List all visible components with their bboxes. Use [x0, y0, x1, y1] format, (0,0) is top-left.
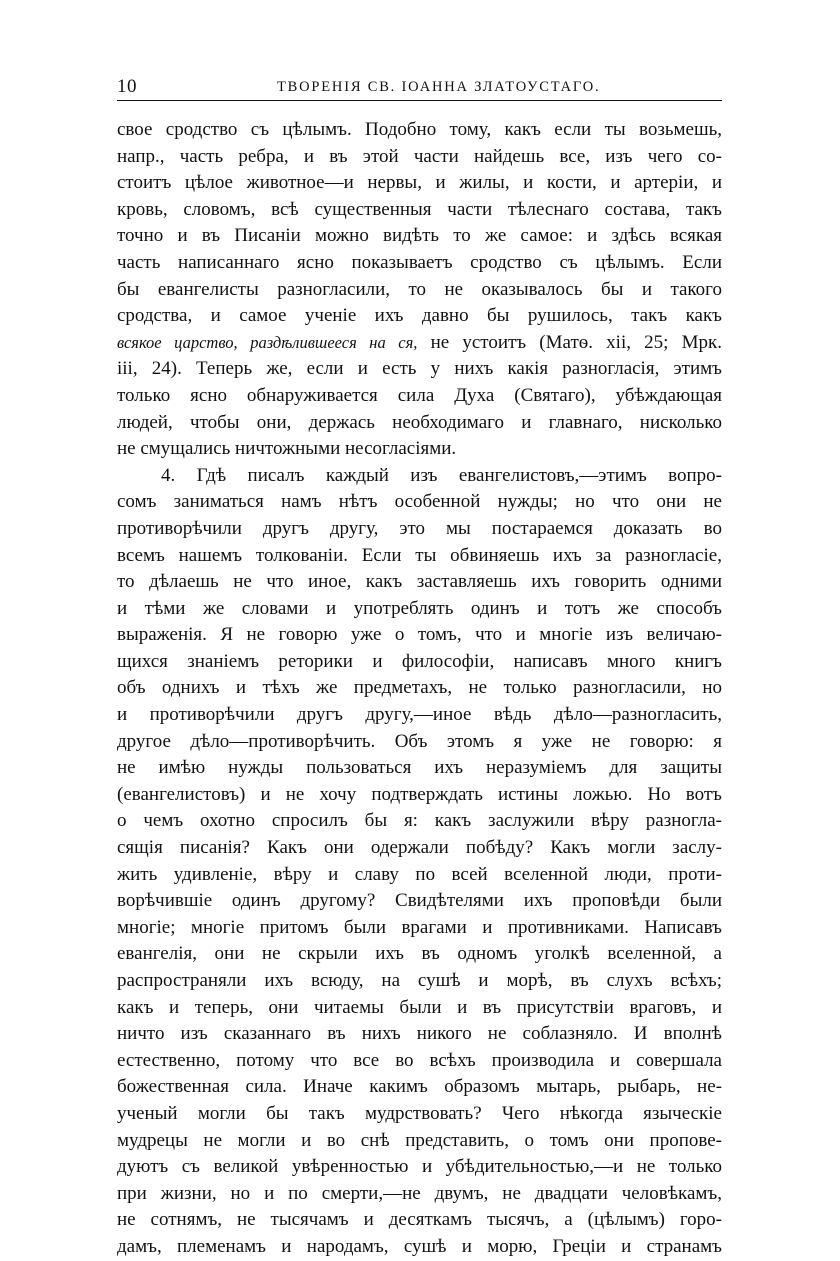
text-line: дамъ, племенамъ и народамъ, сушѣ и морю, Греціи и странамъ: [117, 1235, 722, 1257]
text-line: только ясно обнаруживается сила Духа (Святаго), убѣждающая: [117, 384, 722, 406]
text-line: и противорѣчили другъ другу,—иное вѣдь дѣло—разногласить,: [117, 704, 722, 726]
text-line: ученый могли бы такъ мудрствовать? Чего нѣкогда языческіе: [117, 1102, 722, 1124]
text-line: божественная сила. Иначе какимъ образомъ мытарь, рыбарь, не-: [117, 1076, 722, 1098]
text-line: выраженія. Я не говорю уже о томъ, что и многіе изъ величаю-: [117, 624, 722, 646]
text-line: естественно, потому что все во всѣхъ производила и совершала: [117, 1049, 722, 1071]
text-line: не сотнямъ, не тысячамъ и десяткамъ тысячъ, а (цѣлымъ) горо-: [117, 1209, 722, 1231]
scripture-quote: всякое царство, раздѣлившееся на ся,: [117, 332, 418, 352]
text-line: сродства, и самое ученіе ихъ давно бы рушилось, такъ какъ: [117, 305, 722, 327]
text-line: всемъ нашемъ толкованіи. Если ты обвиняешь ихъ за разногласіе,: [117, 544, 722, 566]
text-line: объ однихъ и тѣхъ же предметахъ, не только разногласили, но: [117, 677, 722, 699]
body-text: [117, 117, 722, 1261]
scripture-reference: не устоитъ (Матѳ. хіі, 25; Мрк.: [417, 331, 722, 353]
text-line: о чемъ охотно спросилъ бы я: какъ заслужили вѣру разногла-: [117, 810, 722, 832]
text-line: стоитъ цѣлое животное—и нервы, и жилы, и кости, и артеріи, и: [117, 172, 722, 194]
text-line: ничто изъ сказаннаго въ нихъ никого не соблазняло. И вполнѣ: [117, 1023, 722, 1045]
text-line: не имѣю нужды пользоваться ихъ неразуміемъ для защиты: [117, 757, 722, 779]
text-line: людей, чтобы они, держась необходимаго и главнаго, нисколько: [117, 411, 722, 433]
page-number: 10: [117, 76, 137, 97]
text-line: какъ и теперь, они читаемы были и въ присутствіи враговъ, и: [117, 996, 722, 1018]
text-line: часть написаннаго ясно показываетъ сродство съ цѣлымъ. Если: [117, 251, 722, 273]
text-line: ііі, 24). Теперь же, если и есть у нихъ какія разногласія, этимъ: [117, 358, 722, 380]
text-line: многіе; многіе притомъ были врагами и противниками. Написавъ: [117, 916, 722, 938]
text-line: распространяли ихъ всюду, на сушѣ и морѣ, въ слухъ всѣхъ;: [117, 970, 722, 991]
running-title: ТВОРЕНІЯ СВ. ІОАННА ЗЛАТОУСТАГО.: [277, 79, 601, 95]
text-line: не смущались ничтожными несогласіями.: [117, 438, 457, 460]
text-line: евангелія, они не скрыли ихъ въ одномъ уголкѣ вселенной, а: [117, 943, 722, 965]
text-line: свое сродство съ цѣлымъ. Подобно тому, какъ если ты возьмешь,: [117, 119, 722, 140]
text-line: при жизни, но и по смерти,—не двумъ, не двадцати человѣкамъ,: [117, 1182, 722, 1204]
text-line: противорѣчили другъ другу, это мы постараемся доказать во: [117, 517, 722, 539]
text-line: другое дѣло—противорѣчить. Объ этомъ я уже не говорю: я: [117, 730, 722, 752]
paragraph-start-line: 4. Гдѣ писалъ каждый изъ евангелистовъ,—этимъ вопро-: [161, 464, 722, 486]
text-line: сомъ заниматься намъ нѣтъ особенной нужды; но что они не: [117, 491, 722, 513]
text-line: и тѣми же словами и употреблять одинъ и тотъ же способъ: [117, 597, 722, 619]
text-line: сящія писанія? Какъ они одержали побѣду? Какъ могли заслу-: [117, 837, 722, 859]
text-line: ворѣчившіе одинъ другому? Свидѣтелями ихъ проповѣди были: [117, 890, 722, 912]
text-line: дуютъ съ великой увѣренностью и убѣдительностью,—и не только: [117, 1156, 722, 1178]
text-line: то дѣлаешь не что иное, какъ заставляешь ихъ говорить одними: [117, 571, 722, 593]
book-page: [117, 70, 722, 1261]
text-line: кровь, словомъ, всѣ существенныя части тѣлеснаго состава, такъ: [117, 198, 722, 220]
text-line: бы евангелисты разногласили, то не оказывалось бы и такого: [117, 278, 722, 300]
text-line: точно и въ Писаніи можно видѣть то же самое: и здѣсь всякая: [117, 225, 722, 247]
text-line: напр., часть ребра, и въ этой части найдешь все, изъ чего со-: [117, 145, 722, 167]
text-line: (евангелистовъ) и не хочу подтверждать истины ложью. Но вотъ: [117, 783, 722, 805]
text-line: мудрецы не могли и во снѣ представить, о томъ они пропове-: [117, 1129, 722, 1151]
text-line-with-quote: [117, 330, 722, 357]
text-line: щихся знаніемъ реторики и философіи, написавъ много книгъ: [117, 650, 722, 672]
text-line: жить удивленіе, вѣру и славу по всей вселенной люди, проти-: [117, 863, 722, 885]
running-head: [117, 70, 722, 101]
